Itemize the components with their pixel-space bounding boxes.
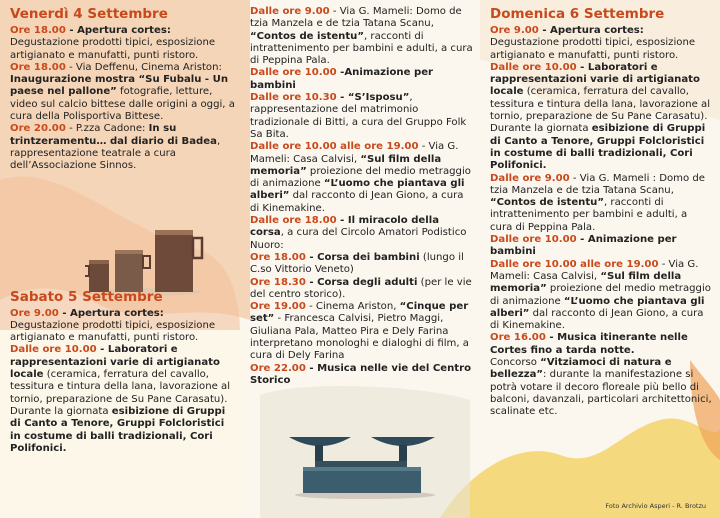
event-time: Ore 22.00 xyxy=(250,362,306,374)
event-title: esibizione di Gruppi di Canto a Tenore, Gruppi Folcloristici in costume di balli tradizionali, Cori Polifonici. xyxy=(10,405,226,454)
event-description-end: dal racconto di Jean Giono, a cura di Kinemakine. xyxy=(490,307,704,332)
column-saturday-continued xyxy=(250,6,475,387)
event-location: - P.zza Cadone: xyxy=(65,123,149,135)
event-time: Ore 18.30 xyxy=(250,276,306,288)
event-time: Dalle ore 9.00 xyxy=(490,172,570,184)
event-description: , racconti di intrattenimento per bambini e adulti, a cura di Peppina Pala. xyxy=(250,30,473,67)
event-entry xyxy=(490,234,712,259)
event-time: Dalle ore 10.00 alle ore 19.00 xyxy=(490,258,659,270)
event-location: - Via G. Mameli: Casa Calvisi, xyxy=(490,258,699,282)
event-title: “Vitziamoci di natura e bellezza” xyxy=(490,357,672,381)
day-heading-saturday: Sabato 5 Settembre xyxy=(10,288,163,305)
event-title: In su trintzeramentu… dal diario di Badea xyxy=(10,123,217,147)
event-title: “Contos de istentu” xyxy=(490,197,604,209)
event-time: Ore 19.00 xyxy=(250,301,306,313)
event-time: Ore 20.00 xyxy=(10,123,66,135)
event-entry xyxy=(490,259,712,333)
event-description: , racconti di intrattenimento per bambini e adulti, a cura di Peppina Pala. xyxy=(490,197,688,233)
event-description: (ceramica, ferratura del cavallo, tessitura e tintura della lana, lavorazione al tornio, preparazione de Su Pane Carasatu). xyxy=(10,369,231,405)
event-time: Dalle ore 18.00 xyxy=(250,215,337,227)
event-film-title: “L’uomo che piantava gli alberi” xyxy=(490,295,705,319)
event-description-end: dal racconto di Jean Giono, a cura di Kinemakine. xyxy=(250,190,464,214)
event-title: “Sul film della memoria” xyxy=(490,270,682,295)
event-title: - Animazione per bambini xyxy=(490,234,677,258)
photo-credit: Foto Archivio Asperi - R. Brotzu xyxy=(605,501,706,510)
event-title: - Laboratori e rappresentazioni varie di artigianato locale xyxy=(490,61,700,98)
event-description: , a cura del Circolo Amatori Podistico Nuoro: xyxy=(250,227,467,251)
event-title: “Sul film della memoria” xyxy=(250,153,442,177)
event-time: Dalle ore 10.00 xyxy=(490,234,577,246)
event-intro: Concorso xyxy=(490,357,541,369)
event-location: - Cinema Ariston, xyxy=(305,301,400,313)
event-time: Ore 18.00 xyxy=(10,61,66,73)
event-location: - Via G. Mameli: Casa Calvisi, xyxy=(250,141,459,165)
event-entry xyxy=(490,123,712,172)
event-title: - Laboratori e rappresentazioni varie di artigianato locale xyxy=(10,344,220,381)
event-title: Inaugurazione mostra “Su Fubalu - Un paese nel pallone” xyxy=(10,74,229,98)
day-heading-sunday: Domenica 6 Settembre xyxy=(490,6,665,22)
event-time: Ore 18.00 xyxy=(10,25,66,36)
event-time: Dalle ore 10.00 xyxy=(10,344,97,356)
event-description: Degustazione prodotti tipici, esposizione artigianato e manufatti, punti ristoro. xyxy=(10,319,216,344)
event-entry xyxy=(490,62,712,123)
event-entry xyxy=(250,277,475,302)
event-time: Ore 18.00 xyxy=(250,251,306,263)
event-title: - Musica nelle vie del Centro Storico xyxy=(250,362,472,386)
event-entry xyxy=(10,25,236,62)
event-entry xyxy=(250,92,475,141)
event-title: - Il miracolo della corsa xyxy=(250,215,440,239)
event-description: - Francesca Calvisi, Pietro Maggi, Giuliana Pala, Matteo Pira e Dely Farina interpretano monologhi e dialoghi di film, a cura di Dely Farina xyxy=(250,313,469,362)
event-entry xyxy=(10,308,236,345)
event-title: - Musica itinerante nelle Cortes fino a tarda notte. xyxy=(490,332,688,356)
event-entry xyxy=(250,252,475,277)
event-entry xyxy=(10,406,236,455)
event-description: : durante la manifestazione si potrà votare il decoro floreale più bello di balconi, davanzali, particolari architettonici, scalinate etc. xyxy=(490,369,712,418)
event-title: - “S’Isposu” xyxy=(336,92,410,104)
event-film-title: “L’uomo che piantava gli alberi” xyxy=(250,178,465,202)
event-entry xyxy=(250,67,475,92)
event-entry xyxy=(250,141,475,215)
event-intro: Durante la giornata xyxy=(10,405,112,417)
event-entry xyxy=(490,25,712,62)
event-description: fotografie, letture, video sul calcio bittese dalle origini a oggi, a cura della Polisportiva Bittese. xyxy=(10,86,235,123)
event-entry xyxy=(250,301,475,362)
antique-balance-scale-illustration xyxy=(285,415,440,500)
event-time: Ore 9.00 xyxy=(10,307,59,319)
event-entry xyxy=(490,357,712,418)
event-title: “Cinque per set” xyxy=(250,301,469,325)
event-description: , rappresentazione del matrimonio tradizionale di Bitti, a cura del Gruppo Folk Sa Bita. xyxy=(250,92,467,140)
column-sunday xyxy=(490,6,712,419)
event-entry xyxy=(490,332,712,357)
event-entry xyxy=(250,215,475,252)
event-time: Dalle ore 10.00 xyxy=(250,67,337,79)
event-title: -Animazione per bambini xyxy=(250,67,434,91)
event-entry xyxy=(10,123,236,172)
event-time: Dalle ore 10.00 alle ore 19.00 xyxy=(250,141,419,153)
event-description: (ceramica, ferratura del cavallo, tessitura e tintura della lana, lavorazione al tornio, preparazione de Su Pane Carasatu). xyxy=(490,86,711,123)
event-title: - Corsa dei bambini xyxy=(305,251,420,263)
event-location: - Via Deffenu, Cinema Ariston: xyxy=(65,61,222,73)
event-time: Ore 16.00 xyxy=(490,332,546,344)
event-entry xyxy=(490,173,712,234)
day-heading-friday: Venerdì 4 Settembre xyxy=(10,6,168,22)
event-description: (lungo il C.so Vittorio Veneto) xyxy=(250,251,464,276)
event-entry xyxy=(250,6,475,67)
event-title: - Apertura cortes: xyxy=(538,25,644,36)
event-title: - Apertura cortes: xyxy=(65,25,171,36)
event-location: - Via G. Mameli: Domo de tzia Manzela e de tzia Tatana Scanu, xyxy=(250,6,462,30)
event-description: proiezione del medio metraggio di animazione xyxy=(250,165,471,190)
event-title: - Corsa degli adulti xyxy=(305,276,418,288)
event-time: Dalle ore 9.00 xyxy=(250,6,330,17)
event-location: - Via G. Mameli : Domo de tzia Manzela e de tzia Tatana Scanu, xyxy=(490,172,705,196)
event-description: , rappresentazione teatrale a cura dell’Associazione Sinnos. xyxy=(10,135,221,172)
event-title: - Apertura cortes: xyxy=(58,307,164,319)
event-time: Dalle ore 10.00 xyxy=(490,61,577,73)
event-entry xyxy=(10,62,236,123)
event-title: esibizione di Gruppi di Canto a Tenore, Gruppi Folcloristici in costume di balli tradizionali, Cori Polifonici. xyxy=(490,123,706,172)
event-time: Ore 9.00 xyxy=(490,25,539,36)
event-entry xyxy=(250,363,475,388)
event-description: proiezione del medio metraggio di animazione xyxy=(490,283,711,307)
column-friday-saturday xyxy=(10,6,236,455)
event-entry xyxy=(10,344,236,405)
event-description: (per le vie del centro storico). xyxy=(250,276,472,300)
event-title: “Contos de istentu” xyxy=(250,30,364,42)
event-description: Degustazione prodotti tipici, esposizione artigianato e manufatti, punti ristoro. xyxy=(10,37,216,61)
event-intro: Durante la giornata xyxy=(490,123,592,135)
event-description: Degustazione prodotti tipici, esposizione artigianato e manufatti, punti ristoro. xyxy=(490,37,696,61)
event-time: Dalle ore 10.30 xyxy=(250,92,337,104)
